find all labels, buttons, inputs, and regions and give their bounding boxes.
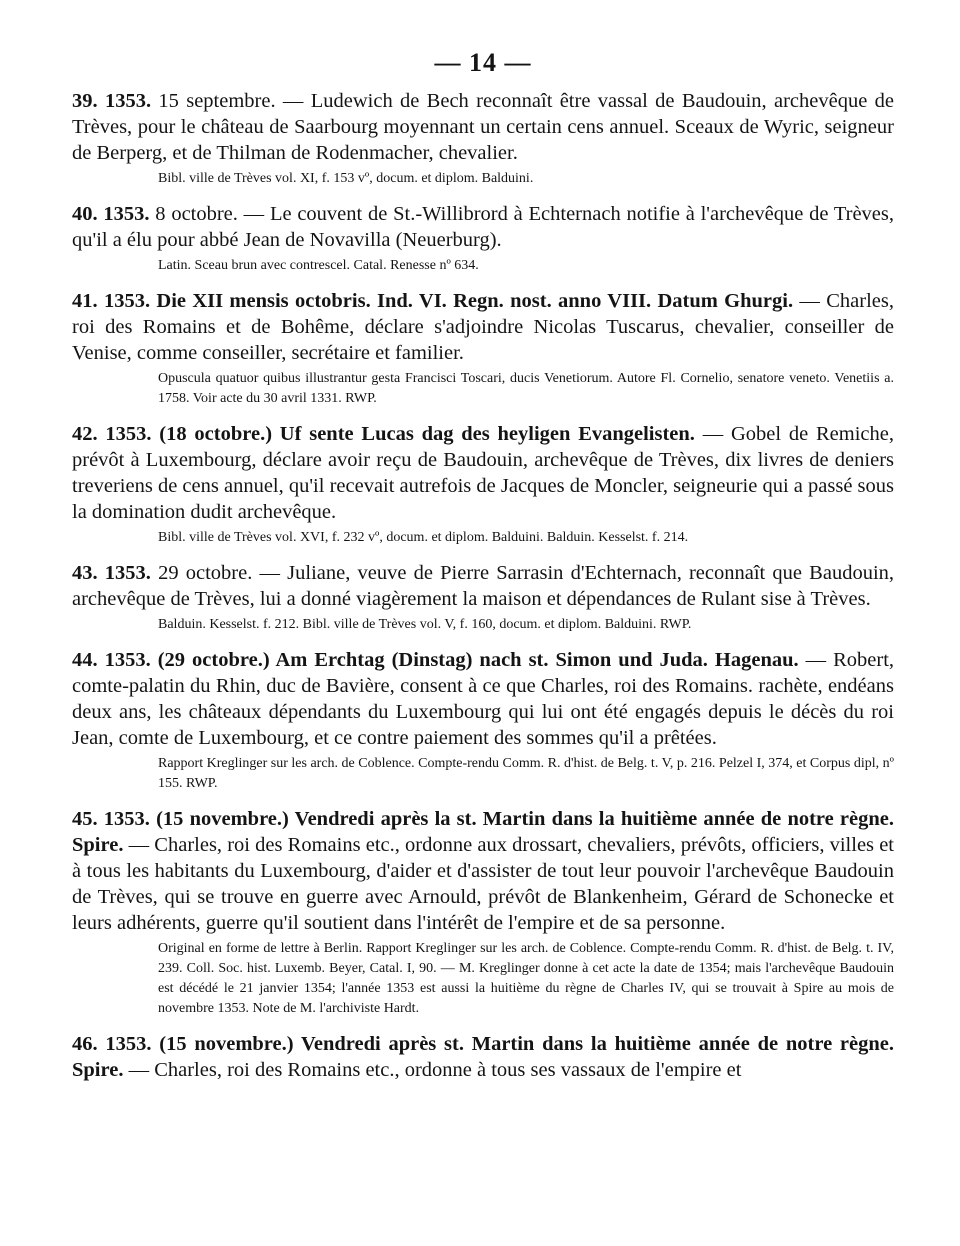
- entry-headline: (18 octobre.) Uf sente Lucas dag des heyligen Evangelisten.: [151, 423, 695, 445]
- entry-year: 1353.: [105, 1033, 152, 1055]
- entry-text: [72, 806, 894, 936]
- entry-source: Balduin. Kesselst. f. 212. Bibl. ville de Trèves vol. V, f. 160, docum. et diplom. Balduini. RWP.: [158, 617, 692, 632]
- entry-text: [72, 288, 894, 366]
- entry-body: 29 octobre. — Juliane, veuve de Pierre Sarrasin d'Echternach, reconnaît que Baudouin, archevêque de Trèves, lui a donné viagèrement la maison et dépendances de Rulant sise à Trèves.: [72, 562, 895, 610]
- entry-number: 39.: [72, 90, 98, 112]
- entry-43: [72, 560, 894, 635]
- entry-body: — Charles, roi des Romains et de Bohême, déclare s'adjoindre Nicolas Tuscarus, chevalier, conseiller de Venise, comme conseiller, secrétaire et familier.: [72, 290, 894, 364]
- entry-number: 41.: [72, 290, 98, 312]
- entry-text: [72, 1031, 894, 1083]
- entry-source: Latin. Sceau brun avec contrescel. Catal. Renesse nº 634.: [158, 258, 479, 273]
- entry-source: Bibl. ville de Trèves vol. XVI, f. 232 vº, docum. et diplom. Balduini. Balduin. Kesselst. f. 214.: [158, 530, 689, 545]
- entry-number: 40.: [72, 203, 98, 225]
- entry-body: 8 octobre. — Le couvent de St.-Willibrord à Echternach notifie à l'archevêque de Trèves, qu'il a élu pour abbé Jean de Novavilla (Neuerburg).: [72, 203, 895, 251]
- entry-number: 43.: [72, 562, 98, 584]
- entry-number: 45.: [72, 808, 98, 830]
- entry-text: [72, 88, 894, 166]
- entry-39: [72, 88, 894, 189]
- page-number: — 14 —: [434, 48, 532, 77]
- entry-year: 1353.: [105, 423, 152, 445]
- entry-40: [72, 201, 894, 276]
- entry-year: 1353.: [104, 649, 151, 671]
- entry-headline: (29 octobre.) Am Erchtag (Dinstag) nach st. Simon und Juda. Hagenau.: [150, 649, 799, 671]
- entry-45: [72, 806, 894, 1019]
- entry-text: [72, 560, 894, 612]
- entry-headline: Die XII mensis octobris. Ind. VI. Regn. nost. anno VIII. Datum Ghurgi.: [150, 290, 794, 312]
- entry-source: Opuscula quatuor quibus illustrantur gesta Francisci Toscari, ducis Venetiorum. Autore Fl. Cornelio, senatore veneto. Venetiis a. 1758. Voir acte du 30 avril 1331. RWP.: [158, 371, 894, 406]
- entry-text: [72, 647, 894, 751]
- entry-source: Original en forme de lettre à Berlin. Rapport Kreglinger sur les arch. de Coblence. Compte-rendu Comm. R. d'hist. de Belg. t. IV, 239. Coll. Soc. hist. Luxemb. Beyer, Catal. I, 90. — M. Kreglinger donne à cet acte la date de 1354; mais l'archevêque Baudouin est décédé le 21 janvier 1354; l'année 1353 est aussi la huitième du règne de Charles IV, qui se trouvait à Spire au mois de novembre 1353. Note de M. l'archiviste Hardt.: [158, 941, 894, 1016]
- entry-year: 1353.: [103, 808, 150, 830]
- entry-number: 44.: [72, 649, 98, 671]
- entry-text: [72, 421, 894, 525]
- entry-year: 1353.: [104, 562, 151, 584]
- entry-year: 1353.: [103, 203, 150, 225]
- entry-source: Rapport Kreglinger sur les arch. de Coblence. Compte-rendu Comm. R. d'hist. de Belg. t. V, p. 216. Pelzel I, 374, et Corpus dipl, nº 155. RWP.: [158, 756, 894, 791]
- entry-body: — Charles, roi des Romains etc., ordonne à tous ses vassaux de l'empire et: [123, 1059, 742, 1081]
- entry-text: [72, 201, 894, 253]
- entry-42: [72, 421, 894, 548]
- entry-body: — Charles, roi des Romains etc., ordonne aux drossart, chevaliers, prévôts, officiers, villes et à tous les habitants du Luxembourg, d'aider et d'assister de tout leur pouvoir l'archevêque Baudouin de Trèves, qui se trouve en guerre avec Arnould, prévôt de Blankenheim, Gérard de Schonecke et leurs adhérents, guerre qu'il soutient dans l'intérêt de l'empire et de sa personne.: [72, 834, 894, 934]
- entry-year: 1353.: [103, 290, 151, 312]
- entry-body: — Robert, comte-palatin du Rhin, duc de Bavière, consent à ce que Charles, roi des Romains. rachète, endéans deux ans, les châteaux dépendants du Luxembourg qui lui ont été engagés depuis le décès du roi Jean, comte de Luxembourg, et ce contre paiement des sommes qu'il a prêtées.: [72, 649, 895, 749]
- entry-body: 15 septembre. — Ludewich de Bech reconnaît être vassal de Baudouin, archevêque de Trèves, pour le château de Saarbourg moyennant un certain cens annuel. Sceaux de Wyric, seigneur de Berperg, et de Thilman de Rodenmacher, chevalier.: [72, 90, 894, 164]
- entry-44: [72, 647, 894, 794]
- entry-headline: (15 novembre.) Vendredi après st. Martin dans la huitième année de notre règne. Spire.: [72, 1033, 894, 1081]
- entry-46: [72, 1031, 894, 1083]
- entry-year: 1353.: [104, 90, 152, 112]
- entry-41: [72, 288, 894, 409]
- entry-source: Bibl. ville de Trèves vol. XI, f. 153 vº, docum. et diplom. Balduini.: [158, 171, 534, 186]
- entry-number: 42.: [72, 423, 98, 445]
- entry-body: — Gobel de Remiche, prévôt à Luxembourg, déclare avoir reçu de Baudouin, archevêque de Trèves, dix livres de deniers treveriens de cens annuel, qu'il recevait autrefois de Jacques de Moncler, seigneurie qui a passé sous la domination dudit archevêque.: [72, 423, 895, 523]
- entry-headline: (15 novembre.) Vendredi après la st. Martin dans la huitième année de notre règne. Spire.: [72, 808, 894, 856]
- entry-number: 46.: [72, 1033, 98, 1055]
